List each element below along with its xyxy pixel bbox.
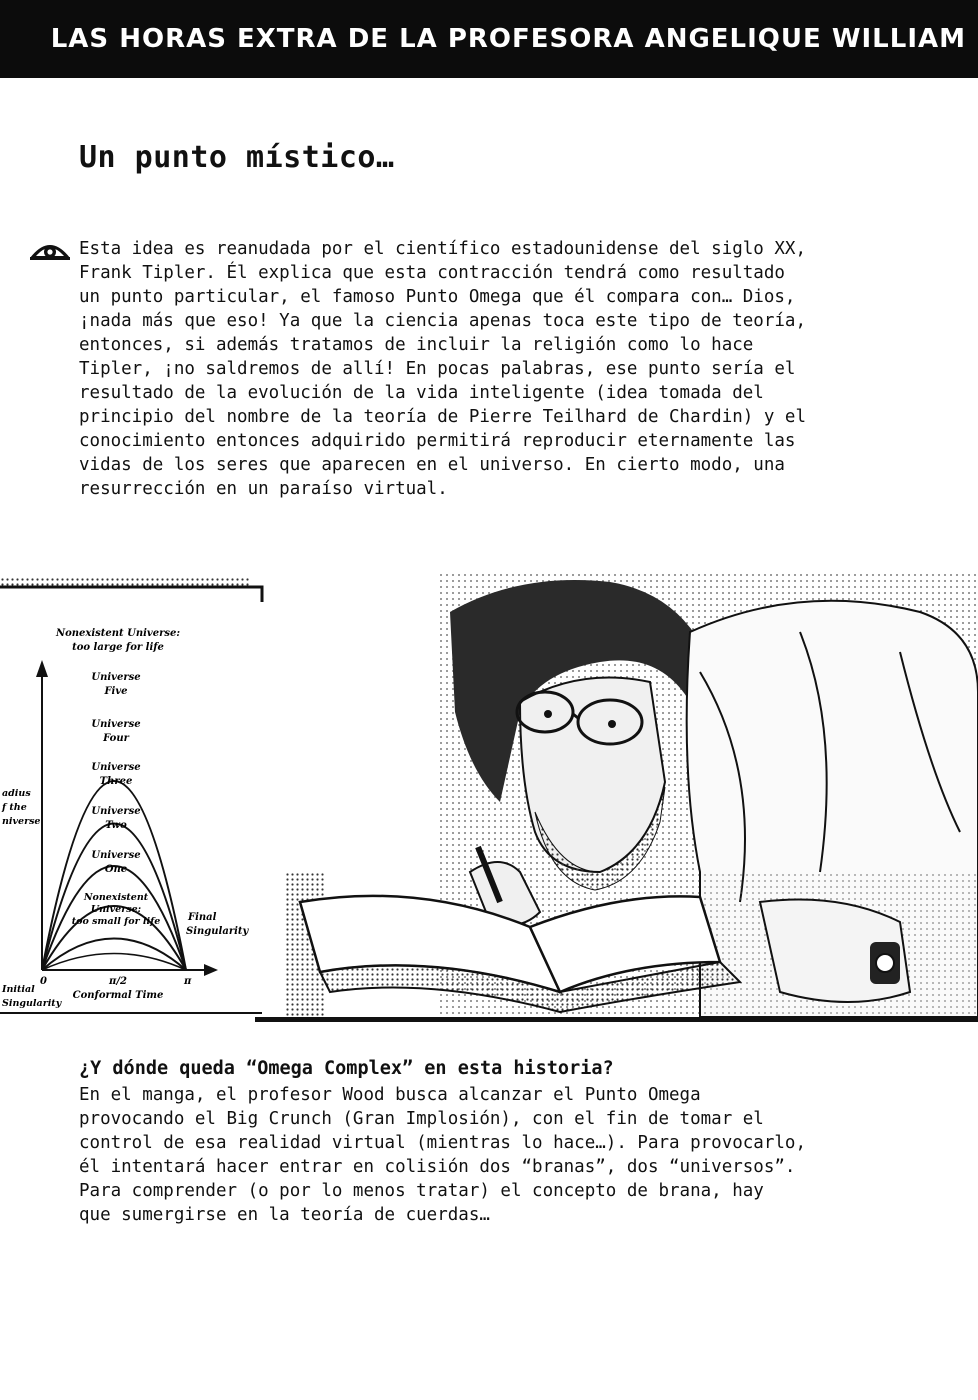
nonexistent-small-line1: Nonexistent xyxy=(83,892,149,903)
universe-four-line2: Four xyxy=(103,733,129,744)
omega-title: ¿Y dónde queda “Omega Complex” en esta historia? xyxy=(79,1058,614,1079)
universe-one-line1: Universe xyxy=(91,850,141,861)
tick-pi-half: π/2 xyxy=(109,976,127,987)
omega-paragraph: En el manga, el profesor Wood busca alcanzar el Punto Omega provocando el Big Crunch (Gran Implosión), con el fin de tomar el control de esa realidad virtual (mientras lo hace…). Para provocarlo, él intentará hacer entrar en colisión dos “branas”, dos “universos”. Para comprender (o por lo menos tratar) el concepto de brana, hay que sumergirse en la teoría de cuerdas… xyxy=(79,1085,806,1225)
universe-five-line1: Universe xyxy=(91,672,141,683)
final-singularity-line2: Singularity xyxy=(186,926,249,937)
y-label-line2: f the xyxy=(2,802,27,813)
universe-two-line1: Universe xyxy=(91,806,141,817)
tick-zero: 0 xyxy=(40,976,47,987)
nonexistent-small-line3: too small for life xyxy=(71,916,161,927)
comic-panel xyxy=(0,572,978,1022)
y-label-line3: niverse xyxy=(2,816,41,827)
universe-three-line1: Universe xyxy=(91,762,141,773)
x-axis-label: Conformal Time xyxy=(72,990,164,1001)
initial-singularity-line2: Singularity xyxy=(2,998,62,1009)
nonexistent-small-line2: Universe: xyxy=(90,904,142,915)
universe-one-line2: One xyxy=(104,864,128,875)
universe-two-line2: Two xyxy=(105,820,127,831)
header-bar xyxy=(0,0,978,78)
tick-pi: π xyxy=(184,976,192,987)
arc-nonexistent-small xyxy=(42,954,186,971)
section-paragraph: Esta idea es reanudada por el científico estadounidense del siglo XX, Frank Tipler. Él explica que esta contracción tendrá como resultado un punto particular, el famoso Punto Omega que él compara con… Dios, ¡nada más que eso! Ya que la ciencia apenas toca este tipo de teoría, entonces, si además tratamos de incluir la religión como lo hace Tipler, ¡no saldremos de allí! En pocas palabras, ese punto sería el resultado de la evolución de la vida inteligente (idea tomada del principio del nombre de la teoría de Pierre Teilhard de Chardin) y el conocimiento entonces adquirido permitirá reproducir eternamente las vidas de los seres que aparecen en el universo. En cierto modo, una resurrección en un paraíso virtual. xyxy=(79,239,806,499)
universe-three-line2: Three xyxy=(99,776,133,787)
diagram-top-label-1: Nonexistent Universe: xyxy=(55,628,181,639)
initial-singularity-line1: Initial xyxy=(2,984,35,995)
header-title: LAS HORAS EXTRA DE LA PROFESORA ANGELIQUE WILLIAM xyxy=(50,24,966,54)
final-singularity-line1: Final xyxy=(188,912,217,923)
section-title: Un punto místico… xyxy=(79,140,395,175)
y-label-line1: adius xyxy=(2,788,31,799)
universe-diagram xyxy=(1,628,250,1009)
eye-icon xyxy=(28,238,72,262)
diagram-top-label-2: too large for life xyxy=(72,642,164,653)
universe-five-line2: Five xyxy=(104,686,128,697)
universe-four-line1: Universe xyxy=(91,719,141,730)
professor-illustration xyxy=(255,572,978,1022)
